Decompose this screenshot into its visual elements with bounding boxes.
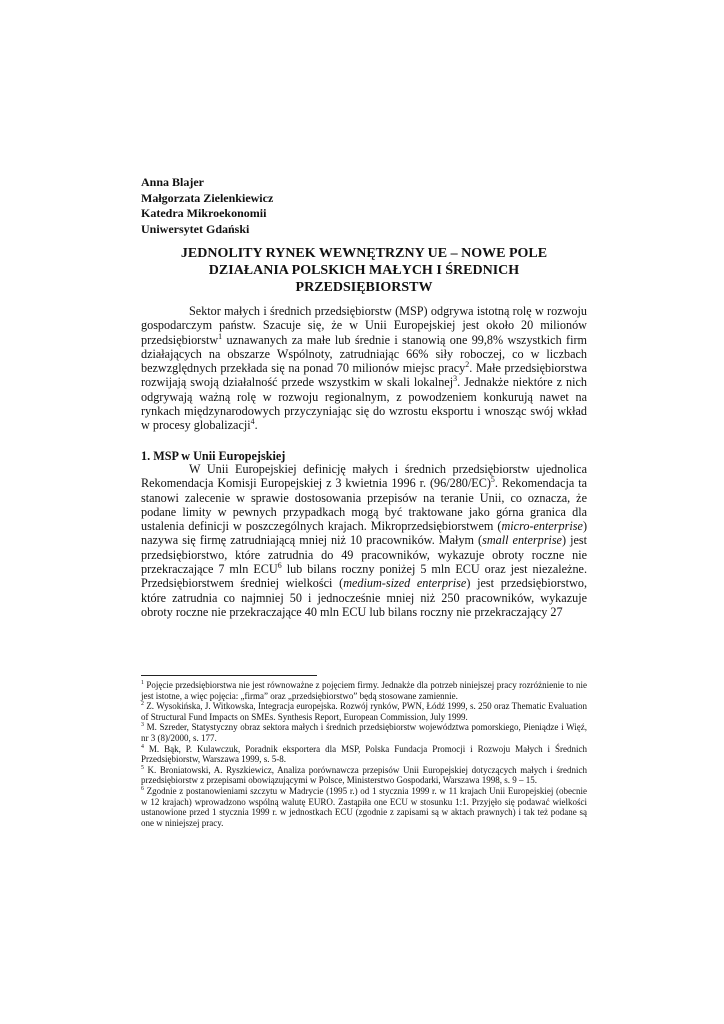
author-block <box>141 175 273 237</box>
paragraph-text: W Unii Europejskiej definicję małych i średnich przedsiębiorstw ujednolica Rekomendacja Komisji Europejskiej z 3 kwietnia 1996 r. (96/280/EC) <box>141 462 587 491</box>
title-line: JEDNOLITY RYNEK WEWNĘTRZNY UE – NOWE POLE <box>180 246 548 261</box>
term-italic: small enterprise <box>482 533 562 548</box>
footnote <box>141 722 587 743</box>
footnote-number: 4 <box>141 743 144 750</box>
footnote-text: Pojęcie przedsiębiorstwa nie jest równoważne z pojęciem firmy. Jednakże dla potrzeb niniejszej pracy rozróżnienie to nie jest istotne, a więc pojęcia: „firma” oraz „przedsiębiorstwo” będą stosowane zamiennie. <box>141 680 587 701</box>
footnote-ref: 1 <box>218 331 223 341</box>
paragraph-text: ) jest przedsiębiorstwo, które zatrudnia co najmniej 50 i jednocześnie mniej niż 250 pracowników, wykazuje obroty roczne nie przekraczające 40 mln ECU lub bilans roczny nie przekraczający 27 <box>141 576 588 619</box>
paragraph-text: ) jest przedsiębiorstwo, które zatrudnia do 49 pracowników, wykazuje obroty roczne nie przekraczające 7 mln ECU <box>141 533 588 577</box>
paragraph-text: . Rekomendacja ta stanowi zalecenie w sprawie dostosowania przepisów na teranie Unii, co oznacza, że podane limity w pewnych przypadkach mogą być traktowane jako górna granica dla ustalenia definicji w poszczególnych krajach. Mikroprzedsiębiorstwem ( <box>141 476 588 534</box>
document-title <box>141 245 587 296</box>
author-name: Anna Blajer <box>141 175 204 189</box>
footnote-number: 6 <box>141 785 144 792</box>
footnote-ref: 6 <box>277 561 282 571</box>
title-line: PRZEDSIĘBIORSTW <box>295 280 433 295</box>
footnote-text: Zgodnie z postanowieniami szczytu w Madrycie (1995 r.) od 1 stycznia 1999 r. w 11 krajach Unii Europejskiej (obecnie w 12 krajach) wprowadzono wspólną walutę EURO. Zastąpiła one ECU w stosunku 1:1. Przyjęło się podawać wielkości ustanowione przed 1 stycznia 1999 r. w jednostkach ECU (zgodnie z zapisami są w aktach prawnych) i tak też podane są one w niniejszej pracy. <box>141 785 587 828</box>
footnote-ref: 2 <box>465 360 470 370</box>
footnote <box>141 786 587 828</box>
author-name: Małgorzata Zielenkiewicz <box>141 190 274 205</box>
section-paragraph <box>141 462 587 619</box>
footnote-text: M. Bąk, P. Kulawczuk, Poradnik eksportera dla MSP, Polska Fundacja Promocji i Rozwoju Małych i Średnich Przedsiębiorstw, Warszawa 1999, s. 5-8. <box>141 743 587 765</box>
footnote-text: M. Szreder, Statystyczny obraz sektora małych i średnich przedsiębiorstw województwa pomorskiego, Pieniądze i Więź, nr 3 (8)/2000, s. 177. <box>141 722 587 743</box>
term-italic: micro-enterprise <box>501 519 583 534</box>
paragraph-text: . Jednakże niektóre z nich odgrywają ważną rolę w rozwoju regionalnym, z powodzeniem konkurują nawet na rynkach międzynarodowych przyczyniając się do wzrostu eksportu i wnosząc swój wkład w procesy globalizacji <box>141 375 587 433</box>
footnote-number: 5 <box>141 764 144 771</box>
footnote-text: Z. Wysokińska, J. Witkowska, Integracja europejska. Rozwój rynków, PWN, Łódź 1999, s. 250 oraz Thematic Evaluation of Structural Fund Impacts on SMEs. Synthesis Report, European Commission, July 1999. <box>141 701 587 722</box>
footnote-ref: 5 <box>490 475 495 485</box>
paragraph-text: . <box>254 418 258 433</box>
paragraph-text: lub bilans roczny poniżej 5 mln ECU oraz jest niezależne. Przedsiębiorstwem średniej wielkości ( <box>141 562 587 591</box>
footnote-number: 2 <box>141 701 144 708</box>
paragraph-text: uznawanych za małe lub średnie i stanowią one 99,8% wszystkich firm działających na obszarze Wspólnoty, zatrudniając 66% siły roboczej, co w liczbach bezwzględnych przekłada się na ponad 70 milionów miejsc pracy <box>141 332 587 376</box>
footnote <box>141 680 587 701</box>
footnote <box>141 765 587 786</box>
author-university: Uniwersytet Gdański <box>141 221 250 236</box>
paragraph-text: ) nazywa się firmę zatrudniającą mniej niż 10 pracowników. Małym ( <box>141 519 587 548</box>
footnotes <box>141 680 587 828</box>
paragraph-text: Sektor małych i średnich przedsiębiorstw (MSP) odgrywa istotną rolę w rozwoju gospodarczym państw. Szacuje się, że w Unii Europejskiej jest około 20 milionów przedsiębiorstw <box>141 304 587 347</box>
author-department: Katedra Mikroekonomii <box>141 206 267 220</box>
footnote-text: K. Broniatowski, A. Ryszkiewicz, Analiza porównawcza przepisów Unii Europejskiej dotyczących małych i średnich przedsiębiorstw z przepisami obowiązującymi w Polsce, Ministerstwo Gospodarki, Warszawa 1998, s. 9 – 15. <box>141 764 587 786</box>
intro-paragraph <box>141 304 587 433</box>
footnote-divider <box>141 675 317 676</box>
footnote-ref: 3 <box>453 374 458 384</box>
paragraph-text: . Małe przedsiębiorstwa rozwijają swoją działalność przede wszystkim w skali lokalnej <box>141 361 587 390</box>
title-line: DZIAŁANIA POLSKICH MAŁYCH I ŚREDNICH <box>208 263 520 278</box>
footnote <box>141 744 587 765</box>
footnote-number: 3 <box>141 722 144 729</box>
term-italic: medium-sized enterprise <box>343 576 467 591</box>
footnote-ref: 4 <box>250 417 255 427</box>
section-heading: 1. MSP w Unii Europejskiej <box>141 449 286 463</box>
footnote-number: 1 <box>141 680 144 686</box>
footnote <box>141 701 587 722</box>
